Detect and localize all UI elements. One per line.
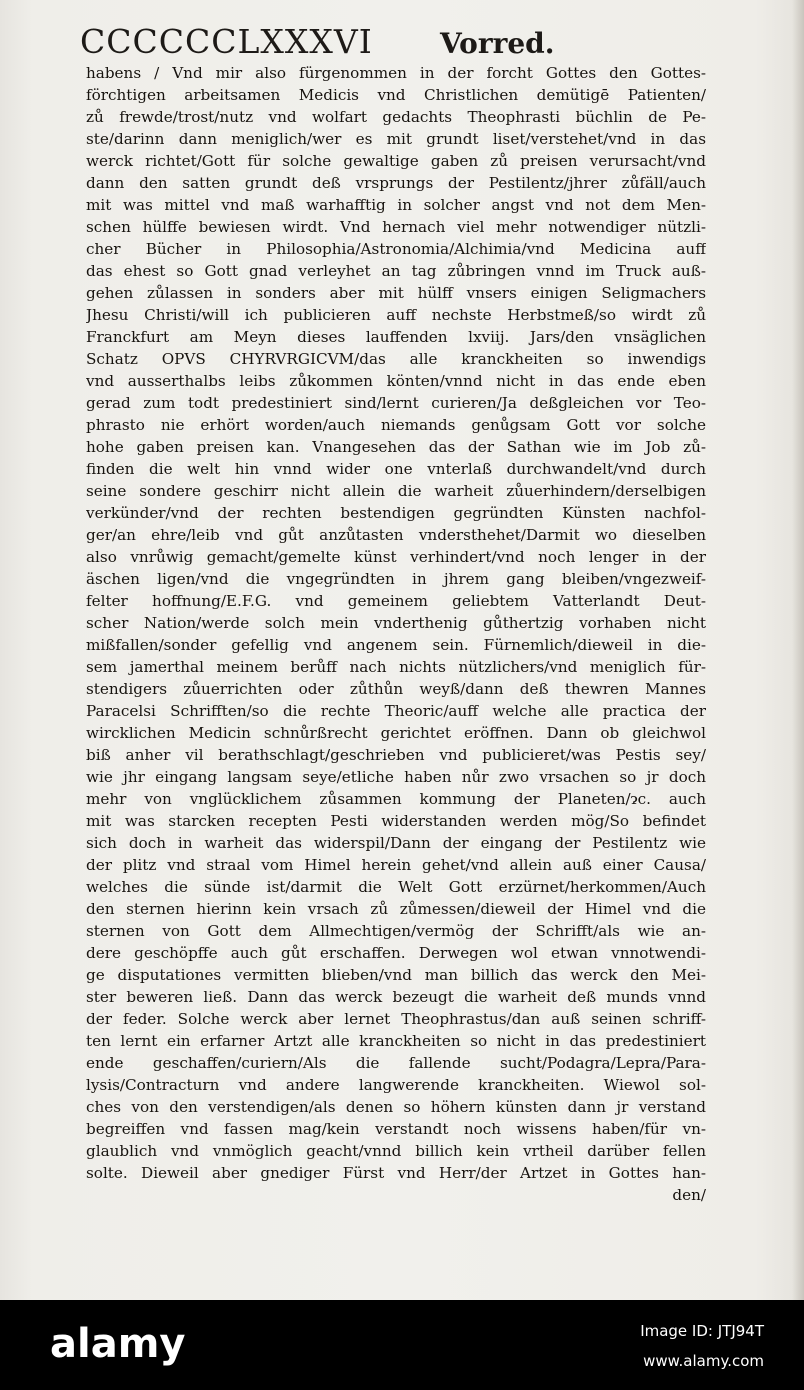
text-line: hohe gaben preisen kan. Vnangesehen das der Sathan wie im Job zů- (86, 438, 706, 456)
text-line: cher Bücher in Philosophia/Astronomia/Alchimia/vnd Medicina auff (86, 240, 706, 258)
text-line: lysis/Contracturn vnd andere langwerende kranckheiten. Wiewol sol- (86, 1076, 706, 1094)
text-line: felter hoffnung/E.F.G. vnd gemeinem geliebtem Vatterlandt Deut- (86, 592, 706, 610)
text-line: den/ (672, 1186, 706, 1204)
text-line: Jhesu Christi/will ich publicieren auff nechste Herbstmeß/so wirdt zů (86, 306, 706, 324)
text-line: dere geschöpffe auch gůt erschaffen. Derwegen wol etwan vnnotwendi- (86, 944, 706, 962)
text-line: mit was starcken recepten Pesti widerstanden werden mög/So befindet (86, 812, 706, 830)
text-line: sich doch in warheit das widerspil/Dann der eingang der Pestilentz wie (86, 834, 706, 852)
text-line: phrasto nie erhört worden/auch niemands genůgsam Gott vor solche (86, 416, 706, 434)
text-line: mehr von vnglücklichem zůsammen kommung der Planeten/ɂc. auch (86, 790, 706, 808)
brand-logo: alamy (50, 1321, 186, 1367)
text-line: mißfallen/sonder gefellig vnd angenem sein. Fürnemlich/dieweil in die- (86, 636, 706, 654)
text-line: ster beweren ließ. Dann das werck bezeugt die warheit deß munds vnnd (86, 988, 706, 1006)
text-line: schen hülffe bewiesen wirdt. Vnd hernach viel mehr notwendiger nützli- (86, 218, 706, 236)
text-line: Franckfurt am Meyn dieses lauffenden lxviij. Jars/den vnsäglichen (86, 328, 706, 346)
text-line: ste/darinn dann meniglich/wer es mit grundt liset/verstehet/vnd in das (86, 130, 706, 148)
text-line: ger/an ehre/leib vnd gůt anzůtasten vndersthehet/Darmit wo dieselben (86, 526, 706, 544)
text-line: verkünder/vnd der rechten bestendigen gegründten Künsten nachfol- (86, 504, 706, 522)
text-line: scher Nation/werde solch mein vnderthenig gůthertzig vorhaben nicht (86, 614, 706, 632)
text-line: ge disputationes vermitten blieben/vnd man billich das werck den Mei- (86, 966, 706, 984)
text-line: ten lernt ein erfarner Artzt alle kranckheiten so nicht in das predestiniert (86, 1032, 706, 1050)
text-line: biß anher vil berathschlagt/geschrieben vnd publicieret/was Pestis sey/ (86, 746, 706, 764)
text-line: also vnrůwig gemacht/gemelte künst verhindert/vnd noch lenger in der (86, 548, 706, 566)
page-edge-shadow (792, 0, 804, 1300)
text-line: das ehest so Gott gnad verleyhet an tag zůbringen vnnd im Truck auß- (86, 262, 706, 280)
text-line: begreiffen vnd fassen mag/kein verstandt noch wissens haben/für vn- (86, 1120, 706, 1138)
text-line: welches die sünde ist/darmit die Welt Gott erzürnet/herkommen/Auch (86, 878, 706, 896)
running-head: Vorred. (440, 27, 555, 60)
text-line: gehen zůlassen in sonders aber mit hülff vnsers einigen Seligmachers (86, 284, 706, 302)
site-url: www.alamy.com (643, 1352, 764, 1370)
folio-number: CCCCCCLXXXVI (80, 22, 373, 61)
text-line: wie jhr eingang langsam seye/etliche haben nůr zwo vrsachen so jr doch (86, 768, 706, 786)
text-line: seine sondere geschirr nicht allein die warheit zůuerhindern/derselbigen (86, 482, 706, 500)
text-line: sternen von Gott dem Allmechtigen/vermög der Schrifft/als wie an- (86, 922, 706, 940)
text-line: stendigers zůuerrichten oder zůthůn weyß/dann deß thewren Mannes (86, 680, 706, 698)
text-line: zů frewde/trost/nutz vnd wolfart gedachts Theophrasti büchlin de Pe- (86, 108, 706, 126)
text-line: äschen ligen/vnd die vngegründten in jhrem gang bleiben/vngezweif- (86, 570, 706, 588)
text-line: der plitz vnd straal vom Himel herein gehet/vnd allein auß einer Causa/ (86, 856, 706, 874)
text-line: habens / Vnd mir also fürgenommen in der forcht Gottes den Gottes- (86, 64, 706, 82)
text-line: der feder. Solche werck aber lernet Theophrastus/dan auß seinen schriff- (86, 1010, 706, 1028)
text-line: den sternen hierinn kein vrsach zů zůmessen/dieweil der Himel vnd die (86, 900, 706, 918)
text-line: solte. Dieweil aber gnediger Fürst vnd Herr/der Artzet in Gottes han- (86, 1164, 706, 1182)
image-id-label: Image ID: JTJ94T (640, 1322, 764, 1340)
page-header (80, 20, 700, 64)
text-line: wircklichen Medicin schnůrßrecht gerichtet eröffnen. Dann ob gleichwol (86, 724, 706, 742)
text-line: Paracelsi Schrifften/so die rechte Theoric/auff welche alle practica der (86, 702, 706, 720)
text-line: finden die welt hin vnnd wider one vnterlaß durchwandelt/vnd durch (86, 460, 706, 478)
text-line: werck richtet/Gott für solche gewaltige gaben zů preisen verursacht/vnd (86, 152, 706, 170)
text-line: förchtigen arbeitsamen Medicis vnd Christlichen demütigē Patienten/ (86, 86, 706, 104)
text-line: vnd ausserthalbs leibs zůkommen könten/vnnd nicht in das ende eben (86, 372, 706, 390)
text-line: gerad zum todt predestiniert sind/lernt curieren/Ja deßgleichen vor Teo- (86, 394, 706, 412)
text-line: ende geschaffen/curiern/Als die fallende sucht/Podagra/Lepra/Para- (86, 1054, 706, 1072)
text-line: sem jamerthal meinem berůff nach nichts nützlichers/vnd meniglich für- (86, 658, 706, 676)
text-line: glaublich vnd vnmöglich geacht/vnnd billich kein vrtheil darüber fellen (86, 1142, 706, 1160)
text-line: Schatz OPVS CHYRVRGICVM/das alle kranckheiten so inwendigs (86, 350, 706, 368)
text-line: mit was mittel vnd maß warhafftig in solcher angst vnd not dem Men- (86, 196, 706, 214)
text-line: ches von den verstendigen/als denen so höhern künsten dann jr verstand (86, 1098, 706, 1116)
text-line: dann den satten grundt deß vrsprungs der Pestilentz/jhrer zůfäll/auch (86, 174, 706, 192)
body-text (86, 62, 706, 1206)
